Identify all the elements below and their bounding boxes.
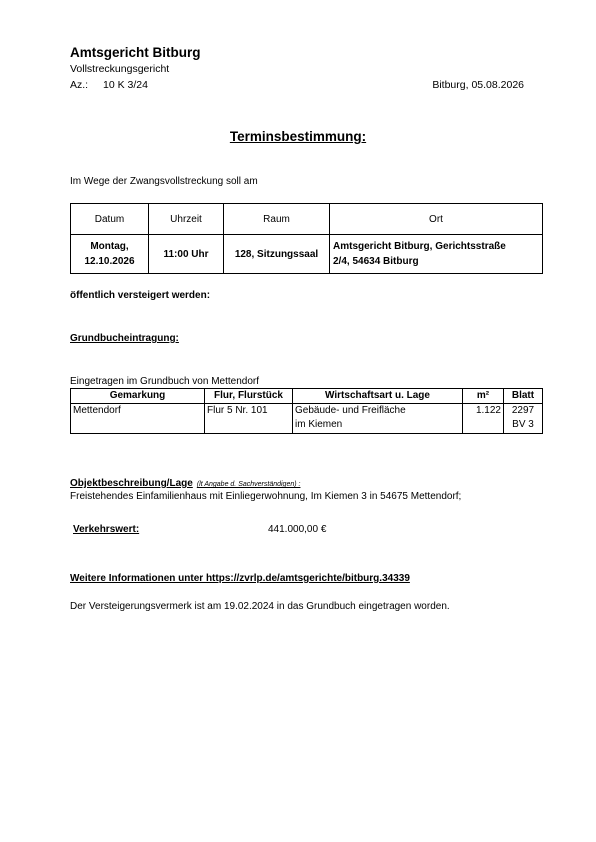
appointment-weekday: Montag, bbox=[90, 241, 129, 252]
auction-statement: öffentlich versteigert werden: bbox=[70, 290, 211, 301]
info-link[interactable]: Weitere Informationen unter https://zvrlp.de/amtsgerichte/bitburg.34339 bbox=[70, 573, 410, 584]
document-title: Terminsbestimmung: bbox=[229, 129, 367, 144]
appointment-place bbox=[330, 235, 543, 274]
cell-area: 1.122 bbox=[463, 404, 504, 434]
header-gemarkung: Gemarkung bbox=[71, 389, 205, 404]
appointment-table bbox=[70, 203, 543, 274]
appointment-room: 128, Sitzungssaal bbox=[224, 235, 330, 274]
appointment-place-line1: Amtsgericht Bitburg, Gerichtsstraße bbox=[333, 241, 506, 252]
header-wirtschaftsart: Wirtschaftsart u. Lage bbox=[293, 389, 463, 404]
cell-blatt bbox=[504, 404, 543, 434]
header-raum: Raum bbox=[224, 204, 330, 235]
cell-wirtschaftsart bbox=[293, 404, 463, 434]
land-register-row bbox=[71, 404, 543, 434]
object-heading-label: Objektbeschreibung/Lage bbox=[70, 478, 193, 489]
place-date: Bitburg, 05.08.2026 bbox=[432, 79, 524, 91]
header-uhrzeit: Uhrzeit bbox=[149, 204, 224, 235]
object-description: Freistehendes Einfamilienhaus mit Einliegerwohnung, Im Kiemen 3 in 54675 Mettendorf; bbox=[70, 491, 462, 502]
land-register-table bbox=[70, 388, 543, 434]
appointment-place-line2: 2/4, 54634 Bitburg bbox=[333, 256, 419, 267]
market-value: 441.000,00 € bbox=[268, 524, 327, 535]
cell-wirtschaftsart-line1: Gebäude- und Freifläche bbox=[295, 405, 406, 416]
cell-blatt-line1: 2297 bbox=[511, 405, 535, 416]
object-heading-note: (lt Angabe d. Sachverständigen) : bbox=[196, 481, 301, 488]
cell-flur: Flur 5 Nr. 101 bbox=[205, 404, 293, 434]
header-blatt: Blatt bbox=[504, 389, 543, 404]
land-register-heading: Grundbucheintragung: bbox=[70, 333, 179, 344]
header-area: m² bbox=[463, 389, 504, 404]
appointment-date bbox=[71, 235, 149, 274]
intro-text: Im Wege der Zwangsvollstreckung soll am bbox=[70, 176, 258, 187]
court-name: Amtsgericht Bitburg bbox=[70, 45, 201, 60]
object-heading bbox=[70, 478, 300, 489]
court-department: Vollstreckungsgericht bbox=[70, 63, 170, 75]
header-ort: Ort bbox=[330, 204, 543, 235]
auction-remark: Der Versteigerungsvermerk ist am 19.02.2024 in das Grundbuch eingetragen worden. bbox=[70, 601, 450, 612]
case-number-value: 10 K 3/24 bbox=[103, 79, 148, 91]
header-flur: Flur, Flurstück bbox=[205, 389, 293, 404]
header-datum: Datum bbox=[71, 204, 149, 235]
appointment-date-value: 12.10.2026 bbox=[84, 256, 135, 267]
land-register-header-row bbox=[71, 389, 543, 404]
appointment-value-row bbox=[71, 235, 543, 274]
appointment-header-row bbox=[71, 204, 543, 235]
appointment-time: 11:00 Uhr bbox=[149, 235, 224, 274]
cell-blatt-line2: BV 3 bbox=[512, 419, 534, 430]
market-value-label: Verkehrswert: bbox=[73, 524, 140, 535]
land-register-intro: Eingetragen im Grundbuch von Mettendorf bbox=[70, 376, 259, 387]
cell-gemarkung: Mettendorf bbox=[71, 404, 205, 434]
case-number-label: Az.: bbox=[70, 79, 89, 91]
cell-wirtschaftsart-line2: im Kiemen bbox=[295, 419, 343, 430]
case-number bbox=[70, 79, 148, 91]
